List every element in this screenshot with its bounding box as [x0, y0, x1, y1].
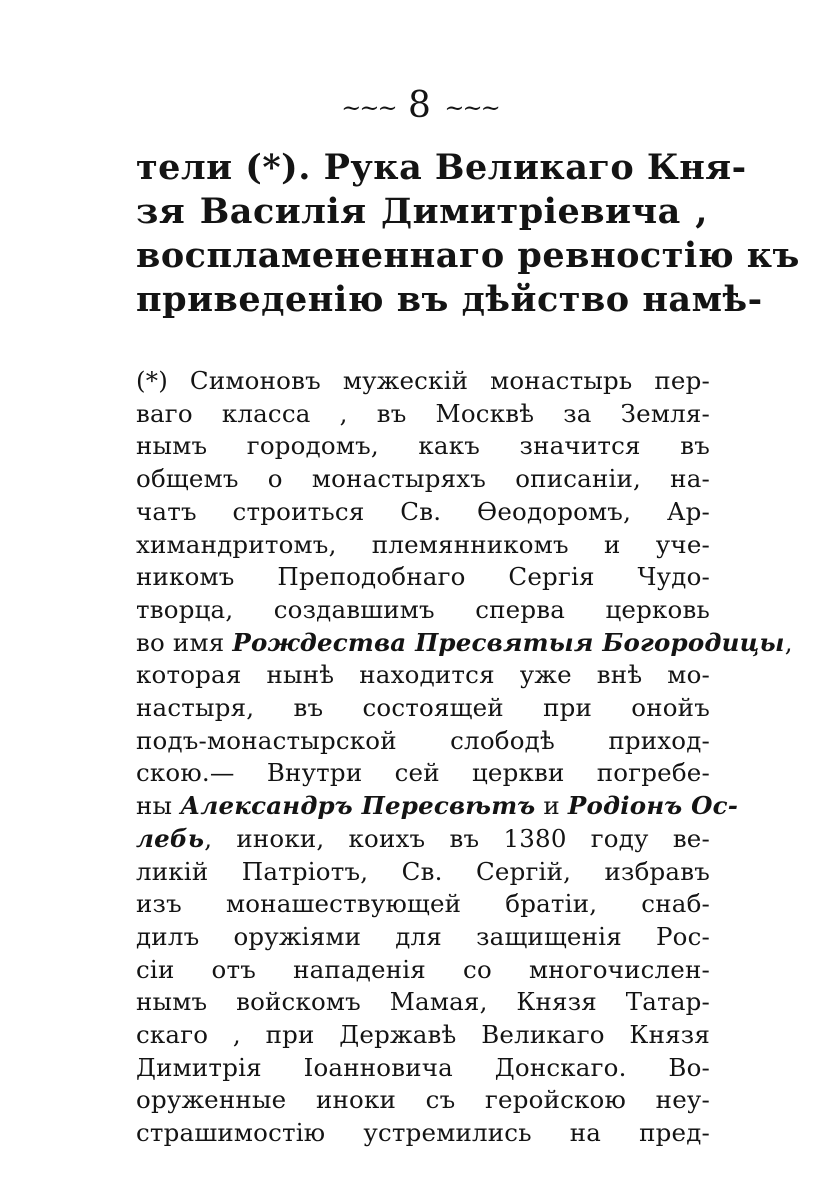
footnote-text: ны — [136, 791, 181, 821]
footnote-text: изъ монашествующей братіи, снаб- — [136, 889, 710, 919]
footnote-italic-text: лебь — [136, 823, 205, 853]
footnote-line — [136, 888, 710, 921]
footnote-text: нымъ городомъ, какъ значится въ — [136, 431, 710, 461]
footnote-text: во имя — [136, 627, 233, 657]
footnote-text: химандритомъ, племянникомъ и уче- — [136, 529, 710, 559]
footnote-line — [136, 692, 710, 725]
footnote-line — [136, 790, 739, 823]
footnote-text: настыря, въ состоящей при онойъ — [136, 693, 710, 723]
footnote-text: Димитрія Іоанновича Донскаго. Во- — [136, 1052, 710, 1082]
footnote-line — [136, 1084, 710, 1117]
footnote-line — [136, 986, 710, 1019]
footnote-italic-text: Родіонъ Ос- — [567, 791, 739, 821]
footnote-line — [136, 561, 710, 594]
footnote-text: скаго , при Державѣ Великаго Князя — [136, 1020, 710, 1050]
footnote-text: и — [535, 791, 568, 821]
footnote-line — [136, 757, 710, 790]
footnote-text: скою.— Внутри сей церкви погребе- — [136, 758, 710, 788]
footnote-text: сіи отъ нападенія со многочислен- — [136, 954, 710, 984]
footnote-text: никомъ Преподобнаго Сергія Чудо- — [136, 562, 710, 592]
main-text-line: зя Василія Димитріевича , — [136, 191, 708, 232]
footnote-line — [136, 398, 710, 431]
footnote-italic-text: Рождества Пресвятыя Богородицы — [232, 627, 785, 657]
footnote-text: , — [784, 627, 793, 657]
footnote-text: которая нынѣ находится уже внѣ мо- — [136, 660, 710, 690]
footnote-line — [136, 725, 710, 758]
footnote-line — [136, 1019, 710, 1052]
footnote-line — [136, 659, 710, 692]
footnote-text: подъ-монастырской слободѣ приход- — [136, 725, 710, 755]
main-text-line: воспламененнаго ревностію къ — [136, 235, 800, 276]
footnote-line — [136, 496, 710, 529]
footnote-line — [136, 856, 710, 889]
main-text-line: приведенію въ дѣйство намѣ- — [136, 279, 763, 320]
footnote-line — [136, 1052, 710, 1085]
footnote-italic-text: Александръ Пересвѣтъ — [180, 791, 536, 821]
footnote-line — [136, 430, 710, 463]
footnote-text: ваго класса , въ Москвѣ за Земля- — [136, 398, 710, 428]
footnote-text: оруженные иноки съ геройскою неу- — [136, 1085, 710, 1115]
footnote-text: , иноки, коихъ въ 1380 году ве- — [204, 823, 710, 853]
footnote-line — [136, 594, 710, 627]
ornament-left-icon: ~~~ — [341, 94, 396, 122]
page-header — [0, 84, 840, 130]
page-number: 8 — [408, 85, 432, 126]
footnote-line — [136, 627, 793, 660]
footnote-text: общемъ о монастыряхъ описаніи, на- — [136, 464, 710, 494]
footnote-line — [136, 921, 710, 954]
footnote-text: страшимостію устремились на пред- — [136, 1118, 710, 1148]
footnote-line — [136, 463, 710, 496]
footnote-line — [136, 823, 710, 856]
footnote-text: дилъ оружіями для защищенія Рос- — [136, 921, 710, 951]
footnote-line — [136, 529, 710, 562]
footnote-line — [136, 954, 710, 987]
footnote-text: (*) Симоновъ мужескій монастырь пер- — [136, 366, 710, 395]
footnote — [136, 365, 793, 1150]
footnote-line — [136, 1117, 710, 1150]
main-text — [136, 146, 800, 322]
footnote-text: чатъ строиться Св. Ѳеодоромъ, Ар- — [136, 496, 710, 526]
footnote-line — [136, 365, 710, 398]
footnote-text: нымъ войскомъ Мамая, Князя Татар- — [136, 987, 710, 1017]
main-text-line: тели (*). Рука Великаго Кня- — [136, 147, 747, 188]
footnote-text: творца, создавшимъ сперва церковь — [136, 594, 710, 624]
footnote-text: ликій Патріотъ, Св. Сергій, избравъ — [136, 856, 710, 886]
ornament-right-icon: ~~~ — [444, 94, 499, 122]
